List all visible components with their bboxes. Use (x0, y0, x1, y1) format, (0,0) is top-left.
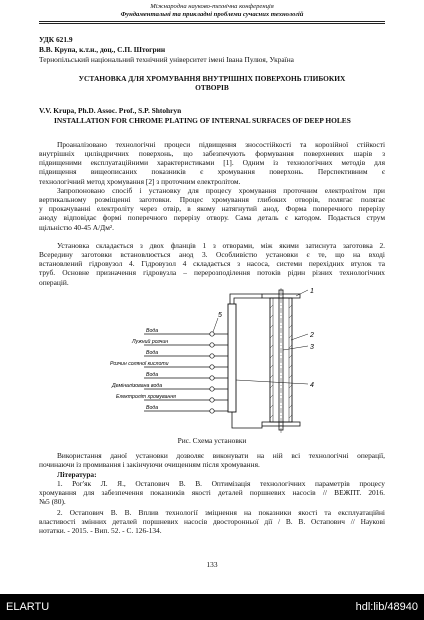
hydro-unit (228, 304, 236, 412)
conference-title: Фундаментальні та прикладні проблеми сучасних технологій (120, 11, 304, 18)
title-ua-line-2: ОТВОРІВ (195, 83, 229, 92)
page-number: 133 (206, 560, 218, 569)
label-number-4: 4 (310, 382, 314, 389)
valves (210, 332, 214, 413)
fluid-label-water-2: Вода (146, 350, 159, 356)
paragraph-1: Проаналізовано технологічні процеси підвищення зносостійкості та корозійної стійкості внутрішніх циліндричних поверхонь, що забезпечують формування поверхневих шарів з підвищеними експлуатаційними характеристиками [1]. Одним із технологічних методів для підвищення вищеописаних показників є хромування поверхонь. Перспективним є технологічний метод хромування [2] з проточним електролітом. (39, 140, 385, 186)
figure-caption: Рис. Схема установки (177, 436, 247, 445)
title-ua-line-1: УСТАНОВКА ДЛЯ ХРОМУВАННЯ ВНУТРІШНІХ ПОВЕРХОНЬ ГЛИБОКИХ (78, 74, 346, 83)
fluid-label-water-1: Вода (146, 328, 159, 334)
header-rule-2 (39, 23, 385, 24)
affiliation: Тернопільський національний технічний університет імені Івана Пулюя, Україна (39, 55, 294, 64)
label-number-3: 3 (310, 344, 314, 351)
paragraph-2: Запропоновано спосіб і установку для процесу хромування проточним електролітом при вертикальному розміщенні заготовки. Процес хромування глибоких отворів, полягає полягає у прокачуванні електроліту через отвір, в якому натягнутий анод. Форма поперечного перерізу аноду відповідає формі поперечного перерізу отвору. Сама деталь є катодом. Подається струм щільністю 40-45 А/Дм². (39, 186, 385, 232)
leader-lines (213, 290, 308, 384)
label-number-1: 1 (310, 288, 314, 295)
fluid-label-electrolyte: Електроліт хромування (116, 394, 176, 400)
fluid-label-water-3: Вода (146, 372, 159, 378)
header-rule (39, 21, 385, 22)
repository-name: ELARTU (6, 601, 50, 613)
udc-code: УДК 621.9 (39, 35, 73, 44)
authors-en: V.V. Krupa, Ph.D. Assoc. Prof., S.P. Shtohryn (39, 106, 182, 115)
label-number-5: 5 (218, 312, 222, 319)
handle-identifier: hdl:lib/48940 (355, 601, 418, 613)
authors-ua: В.В. Крупа, к.т.н., доц., С.П. Штогрин (39, 45, 166, 54)
reference-2: 2. Остапович В. В. Вплив технології зміцнення на показники якості та експлуатаційні властивості змінних деталей поршневих насосів двосторонньої дії / В. В. Остапович // Наукові нотатки. - 2015. - Вип. 52. - С. 126-134. (39, 508, 385, 536)
repository-footer-bar (0, 594, 424, 620)
installation-diagram (110, 288, 320, 434)
fluid-label-demineralized: Деміналізована вода (112, 383, 163, 389)
fluid-label-hcl: Розчин соляної кислоти (110, 361, 169, 367)
title-en: INSTALLATION FOR CHROME PLATING OF INTERNAL SURFACES OF DEEP HOLES (54, 116, 351, 125)
references-title: Література: (57, 470, 97, 479)
reference-1: 1. Рог'як Л. Я., Остапович В. В. Оптимізація технологічних параметрів процесу хромування для забезпечення показників якості деталей поршневих насосів // ВЕЖПТ. 2016. №5 (80). (39, 479, 385, 507)
fluid-label-water-4: Вода (146, 405, 159, 411)
paragraph-3: Установка складається з двох фланців 1 з отворами, між якими затиснута заготовка 2. Всередину заготовки встановлюється анод 3. Особливістю установки є те, що на вході встановлений гідровузол 4. Гідровузол 4 складається з насоса, системи перехідних втулок та труб. Основне призначення гідровузла – перерозподілення потоків рідин різних технологічних операцій. (39, 241, 385, 287)
conference-name: Міжнародна науково-технічна конференція (150, 3, 274, 10)
paragraph-4: Використання даної установки дозволяє виконувати на ній всі технологічні операції, починаючи із промивання і закінчуючи очищенням після хромування. (39, 451, 385, 470)
fluid-label-alkaline: Лужний розчин (132, 339, 169, 345)
label-number-2: 2 (310, 332, 314, 339)
